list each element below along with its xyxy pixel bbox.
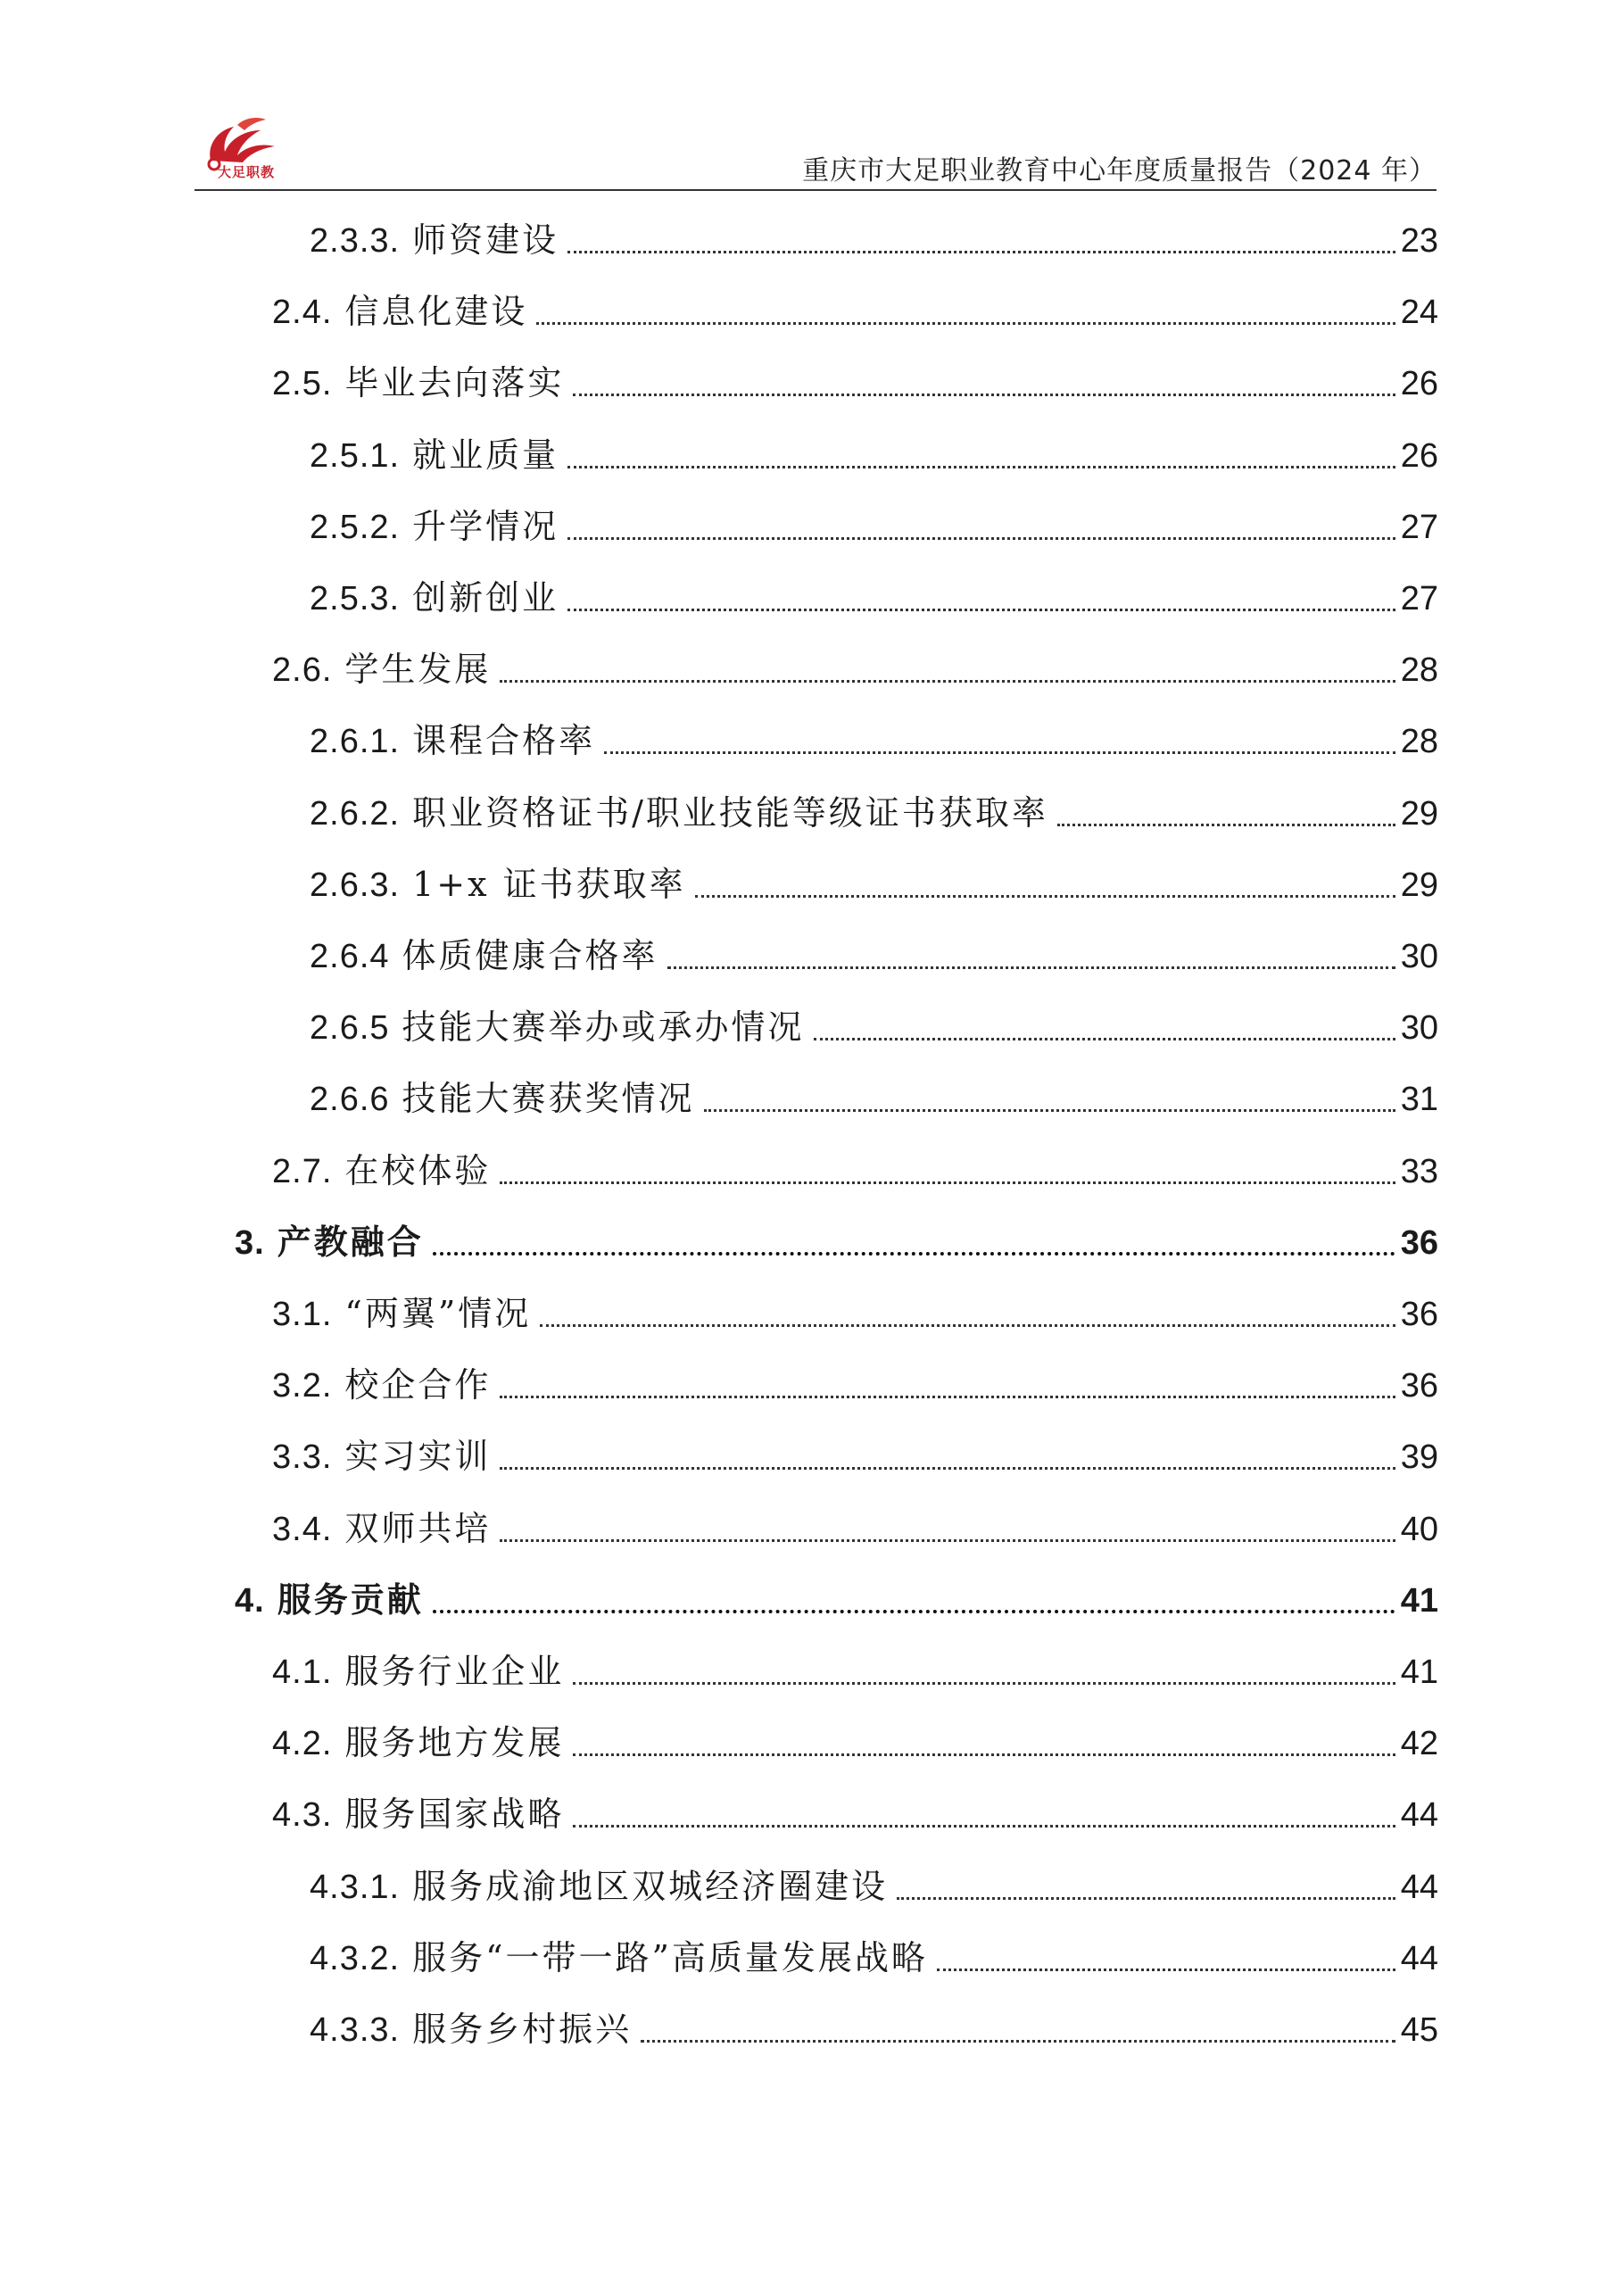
- logo-text: 大足职教: [218, 164, 276, 180]
- toc-entry-number: 4.3.3.: [310, 2011, 401, 2049]
- toc-page-number: 24: [1400, 294, 1438, 332]
- toc-entry-label: [310, 714, 595, 768]
- toc-page-number: 36: [1400, 1367, 1438, 1405]
- toc-entry-number: 2.3.3.: [310, 222, 401, 260]
- toc-entry[interactable]: [310, 214, 1438, 268]
- toc-entry[interactable]: [235, 1216, 1438, 1270]
- toc-page-number: 40: [1400, 1510, 1438, 1548]
- toc-entry-number: 2.6.1.: [310, 723, 401, 761]
- toc-page-number: 39: [1400, 1438, 1438, 1477]
- toc-entry-title: 信息化建设: [344, 292, 528, 332]
- toc-entry-number: 4.2.: [272, 1725, 333, 1763]
- toc-entry[interactable]: [310, 1001, 1438, 1055]
- toc-entry-label: [235, 1573, 424, 1628]
- toc-entry-label: [272, 1358, 491, 1413]
- toc-entry-title: 服务“一带一路”高质量发展战略: [412, 1937, 928, 1977]
- toc-entry-title: “两翼”情况: [344, 1294, 532, 1333]
- toc-page-number: 26: [1400, 436, 1438, 475]
- toc-entry-number: 2.5.1.: [310, 436, 401, 475]
- toc-entry-number: 2.6.3.: [310, 866, 401, 904]
- toc-entry-title: 在校体验: [344, 1150, 492, 1190]
- toc-entry-number: 3.2.: [272, 1367, 333, 1405]
- toc-entry-label: [310, 858, 686, 912]
- toc-entry-title: 创新创业: [412, 578, 559, 618]
- toc-entry-title: 服务成渝地区双城经济圈建设: [412, 1866, 889, 1906]
- toc-entry-number: 4.3.: [272, 1796, 333, 1835]
- toc-entry[interactable]: [272, 286, 1438, 339]
- toc-page-number: 45: [1400, 2011, 1438, 2049]
- toc-entry-number: 2.6.: [272, 651, 333, 690]
- toc-entry-number: 2.7.: [272, 1152, 333, 1190]
- toc-entry-label: [272, 1287, 531, 1341]
- toc-entry[interactable]: [310, 787, 1438, 841]
- toc-page-number: 41: [1400, 1654, 1438, 1691]
- toc-page-number: 30: [1400, 938, 1438, 975]
- toc-entry[interactable]: [272, 1503, 1438, 1556]
- toc-dot-leader: [433, 1252, 1395, 1256]
- toc-page-number: 33: [1400, 1152, 1438, 1190]
- toc-page-number: 26: [1400, 365, 1438, 403]
- toc-dot-leader: [1057, 824, 1395, 826]
- toc-dot-leader: [573, 1682, 1395, 1685]
- toc-entry[interactable]: [272, 1788, 1438, 1842]
- toc-entry[interactable]: [310, 429, 1438, 483]
- toc-entry-title: 产教融合: [277, 1221, 424, 1262]
- toc-entry-number: 2.6.6: [310, 1081, 390, 1119]
- toc-dot-leader: [567, 251, 1395, 253]
- toc-dot-leader: [704, 1109, 1395, 1112]
- toc-page-number: 36: [1400, 1223, 1438, 1262]
- toc-entry[interactable]: [310, 1932, 1438, 1985]
- toc-entry-label: [310, 786, 1048, 841]
- toc-entry-title: 1+x 证书获取率: [412, 864, 686, 904]
- toc-dot-leader: [433, 1610, 1395, 1613]
- toc-dot-leader: [567, 537, 1395, 540]
- toc-entry-number: 2.5.2.: [310, 508, 401, 546]
- toc-entry-label: [272, 285, 527, 339]
- toc-dot-leader: [573, 1753, 1395, 1756]
- toc-page-number: 29: [1400, 866, 1438, 904]
- toc-page-number: 31: [1400, 1081, 1438, 1119]
- toc-entry-number: 3.4.: [272, 1510, 333, 1548]
- toc-entry-title: 毕业去向落实: [344, 363, 565, 403]
- toc-page-number: 44: [1400, 1868, 1438, 1906]
- toc-entry-label: [310, 500, 559, 554]
- toc-page-number: 42: [1400, 1725, 1438, 1763]
- toc-entry-label: [272, 1716, 564, 1770]
- toc-entry-label: [272, 1645, 564, 1699]
- toc-page-number: 23: [1400, 222, 1438, 260]
- toc-entry-title: 技能大赛举办或承办情况: [402, 1007, 805, 1048]
- toc-entry-title: 职业资格证书/职业技能等级证书获取率: [412, 792, 1048, 833]
- toc-dot-leader: [536, 322, 1395, 325]
- toc-entry-title: 服务贡献: [277, 1579, 424, 1620]
- toc-entry-title: 技能大赛获奖情况: [402, 1079, 695, 1119]
- toc-entry-title: 体质健康合格率: [402, 936, 658, 975]
- toc-dot-leader: [567, 466, 1395, 468]
- toc-entry[interactable]: [310, 930, 1438, 983]
- toc-dot-leader: [667, 966, 1395, 969]
- toc-entry-number: 2.6.5: [310, 1009, 390, 1048]
- toc-entry-label: [310, 571, 559, 626]
- toc-entry-label: [272, 642, 491, 697]
- toc-entry-title: 升学情况: [412, 506, 559, 546]
- toc-entry-title: 服务行业企业: [344, 1652, 565, 1691]
- toc-entry[interactable]: [272, 1145, 1438, 1198]
- toc-entry-number: 2.5.: [272, 365, 333, 403]
- toc-dot-leader: [500, 1396, 1395, 1398]
- toc-entry[interactable]: [272, 1288, 1438, 1341]
- toc-entry-label: [310, 428, 559, 483]
- toc-entry[interactable]: [272, 1645, 1438, 1699]
- toc-entry-label: [310, 1072, 695, 1126]
- toc-entry-number: 2.5.3.: [310, 580, 401, 618]
- report-header-title: 重庆市大足职业教育中心年度质量报告（2024 年）: [802, 155, 1437, 186]
- toc-page-number: 30: [1400, 1009, 1438, 1048]
- toc-entry-number: 4.1.: [272, 1654, 333, 1691]
- toc-dot-leader: [500, 1539, 1395, 1542]
- toc-entry-number: 4.3.1.: [310, 1868, 401, 1906]
- toc-entry[interactable]: [310, 2003, 1438, 2057]
- toc-entry-title: 课程合格率: [412, 721, 596, 761]
- toc-entry-title: 实习实训: [344, 1437, 492, 1477]
- toc-page-number: 27: [1400, 580, 1438, 618]
- toc-page-number: 44: [1400, 1796, 1438, 1835]
- toc-dot-leader: [573, 394, 1395, 396]
- toc-entry-number: 3.3.: [272, 1438, 333, 1477]
- toc-entry-label: [272, 356, 564, 410]
- toc-entry-label: [310, 2002, 632, 2057]
- toc-entry-title: 服务国家战略: [344, 1795, 565, 1835]
- toc-page-number: 41: [1400, 1581, 1438, 1620]
- toc-entry-title: 双师共培: [344, 1508, 492, 1548]
- toc-dot-leader: [937, 1969, 1395, 1971]
- toc-entry[interactable]: [272, 1359, 1438, 1413]
- toc-entry-label: [310, 929, 658, 983]
- toc-entry-title: 学生发展: [344, 650, 492, 690]
- toc-entry-label: [272, 1430, 491, 1484]
- toc-entry-label: [310, 1860, 888, 1914]
- toc-entry-label: [310, 1931, 928, 1985]
- toc-dot-leader: [573, 1825, 1395, 1828]
- toc-entry-title: 就业质量: [412, 435, 559, 475]
- toc-entry[interactable]: [310, 715, 1438, 768]
- toc-entry-number: 2.6.4: [310, 938, 390, 975]
- toc-page-number: 44: [1400, 1939, 1438, 1977]
- toc-dot-leader: [814, 1038, 1395, 1040]
- toc-entry-label: [235, 1215, 424, 1270]
- toc-entry[interactable]: [310, 858, 1438, 912]
- toc-entry-number: 4.3.2.: [310, 1939, 401, 1977]
- toc-entry[interactable]: [272, 357, 1438, 410]
- toc-entry-number: 2.4.: [272, 294, 333, 332]
- toc-entry-number: 3.: [235, 1223, 265, 1262]
- toc-page-number: 28: [1400, 651, 1438, 690]
- toc-page-number: 28: [1400, 723, 1438, 761]
- toc-dot-leader: [500, 1181, 1395, 1184]
- toc-entry[interactable]: [310, 501, 1438, 554]
- toc-dot-leader: [500, 680, 1395, 683]
- toc-entry-number: 3.1.: [272, 1296, 333, 1333]
- toc-entry-number: 4.: [235, 1581, 265, 1620]
- toc-page-number: 36: [1400, 1296, 1438, 1333]
- toc-entry-label: [272, 1502, 491, 1556]
- toc-entry[interactable]: [310, 1073, 1438, 1126]
- toc-page-number: 29: [1400, 794, 1438, 833]
- toc-entry-title: 服务地方发展: [344, 1723, 565, 1763]
- toc-entry-number: 2.6.2.: [310, 794, 401, 833]
- toc-entry-title: 服务乡村振兴: [412, 2010, 633, 2049]
- toc-entry[interactable]: [272, 1717, 1438, 1770]
- toc-page-number: 27: [1400, 508, 1438, 546]
- toc-entry[interactable]: [235, 1574, 1438, 1628]
- toc-entry[interactable]: [310, 1861, 1438, 1914]
- toc-dot-leader: [500, 1467, 1395, 1470]
- toc-entry-label: [272, 1787, 564, 1842]
- toc-dot-leader: [604, 751, 1395, 754]
- toc-dot-leader: [897, 1897, 1395, 1900]
- toc-dot-leader: [695, 895, 1395, 898]
- toc-dot-leader: [540, 1324, 1395, 1327]
- toc-entry[interactable]: [272, 1430, 1438, 1484]
- toc-entry-label: [272, 1144, 491, 1198]
- toc-entry-label: [310, 1000, 805, 1055]
- toc-entry-title: 师资建设: [412, 220, 559, 260]
- toc-dot-leader: [641, 2040, 1395, 2043]
- toc-dot-leader: [567, 609, 1395, 611]
- toc-entry-label: [310, 213, 559, 268]
- toc-entry-title: 校企合作: [344, 1365, 492, 1405]
- toc-entry[interactable]: [310, 572, 1438, 626]
- toc-entry[interactable]: [272, 643, 1438, 697]
